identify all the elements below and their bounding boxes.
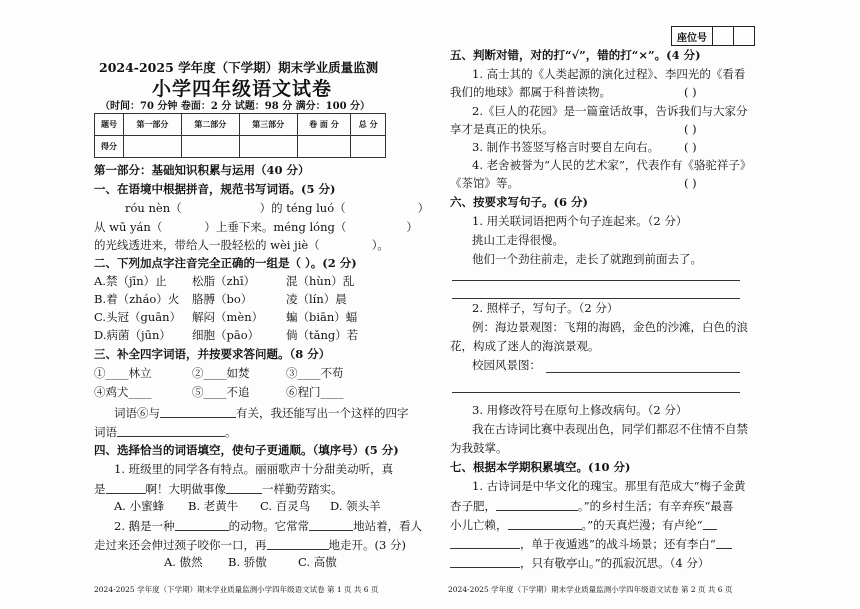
q5-item4-line1: 4. 老舍被誉为“人民的艺术家”，代表作有《骆驼祥子》	[472, 158, 752, 172]
score-header-cell: 第二部分	[181, 114, 239, 136]
q3-text: 。	[225, 425, 237, 439]
part1-title: 第一部分：基础知识积累与运用（40 分）	[94, 163, 310, 177]
q1-pinyin-line2	[94, 222, 418, 234]
q4-text: 的动物。它常常	[228, 519, 310, 533]
q4-text: 啊！大明做事像	[145, 482, 226, 496]
q1-text: 的光线透进来，带给人一股轻松的 wèi jiè（	[94, 238, 320, 252]
q4-options1	[114, 501, 381, 513]
q4-option: C. 百灵鸟	[260, 499, 311, 513]
q1-text: ）	[406, 220, 418, 234]
q6-s1-sentence2: 他们一个劲往前走，走长了就跑到前面去了。	[472, 252, 702, 266]
q2-option[interactable]: C.头冠（guān）	[94, 310, 182, 324]
q5-item1-line1: 1. 高士其的《人类起源的演化过程》、李四光的《看看	[472, 67, 746, 81]
q6-s2-example-line2: 花，构成了迷人的海滨景观。	[450, 339, 600, 353]
q7-line1: 1. 古诗词是中华文化的瑰宝。那里有范成大“梅子金黄	[472, 479, 746, 493]
q4-text: 一样勤劳踏实。	[262, 482, 343, 496]
q5-item4-line2: 《茶馆》等。	[450, 176, 519, 190]
q2-option: 混（hùn）乱	[286, 274, 355, 288]
q2-option-row	[94, 330, 358, 342]
q4-text: 地走开。(3 分)	[328, 538, 406, 552]
q6-title: 六、按要求写句子。(6 分)	[450, 195, 588, 209]
q2-option: 解闷（mèn）	[192, 310, 264, 324]
answer-blank[interactable]	[226, 483, 262, 494]
score-cell[interactable]	[297, 136, 351, 158]
q2-option-row	[94, 294, 347, 306]
q6-s3: 3. 用修改符号在原句上修改病句。（2 分）	[472, 403, 688, 417]
q7-title: 七、根据本学期积累填空。(10 分)	[450, 460, 631, 474]
q1-pinyin-line1	[125, 203, 429, 215]
answer-blank[interactable]	[450, 538, 520, 549]
answer-blank[interactable]	[496, 500, 578, 511]
q3-title: 三、补全四字词语，并按要求答问题。（8 分）	[94, 347, 331, 361]
answer-blank[interactable]	[160, 407, 236, 418]
q2-option: 胳膊（bo）	[192, 292, 253, 306]
answer-blank[interactable]	[106, 483, 146, 494]
q5-answer-paren[interactable]: ( )	[684, 122, 697, 136]
score-header-cell: 总 分	[351, 114, 386, 136]
q4-s1-line2	[94, 483, 343, 496]
q7-text: 小儿亡赖，	[450, 518, 508, 532]
footer-right: 2024-2025 学年度（下学期）期末学业质量监测小学四年级语文试卷 第 2 页 共 6 页	[448, 585, 733, 594]
score-cell[interactable]	[351, 136, 386, 158]
q1-pinyin-line3	[94, 240, 389, 252]
q2-option: 凌（lín）晨	[286, 292, 347, 306]
seat-cell	[734, 27, 754, 45]
q2-option[interactable]: D.病菌（jūn）	[94, 328, 171, 342]
q7-text: 。”的天真烂漫；有卢纶“	[581, 518, 703, 532]
q7-text: 。”的乡村生活；有辛弃疾“最喜	[578, 499, 734, 513]
q2-option: 松脂（zhī）	[192, 274, 256, 288]
q4-text: 走过来还会伸过颈子咬你一口，再	[94, 538, 267, 552]
score-header-cell: 卷 面 分	[297, 114, 351, 136]
answer-line[interactable]	[452, 298, 740, 299]
q3-idiom[interactable]: ④鸡犬____	[94, 385, 152, 399]
footer-left: 2024-2025 学年度（下学期）期末学业质量监测小学四年级语文试卷 第 1 页 共 6 页	[94, 585, 379, 594]
q4-s2-line1	[114, 520, 422, 533]
q6-s2: 2. 照样子，写句子。（2 分）	[472, 301, 619, 315]
answer-blank[interactable]	[309, 520, 353, 531]
q6-s2-prompt: 校园风景图：	[472, 358, 541, 372]
q7-text: 杏子肥，	[450, 499, 496, 513]
score-cell[interactable]	[124, 136, 182, 158]
q2-option[interactable]: A.禁（jīn）止	[94, 274, 167, 288]
score-row-label: 得分	[95, 136, 124, 158]
q1-text: ）的 téng luó（	[259, 201, 346, 215]
q7-line5	[450, 557, 709, 570]
q4-s1-line1: 1. 班级里的同学各有特点。丽丽歌声十分甜美动听，真	[114, 462, 394, 476]
answer-line[interactable]	[546, 372, 740, 373]
q4-option: D. 领头羊	[330, 499, 381, 513]
q6-s3-sentence-line2: 为我鼓掌。	[450, 441, 508, 455]
q3-follow-line	[114, 407, 409, 420]
q4-options2	[164, 557, 337, 569]
exam-title: 小学四年级语文试卷	[152, 78, 333, 100]
score-cell[interactable]	[239, 136, 297, 158]
score-header-cell: 第三部分	[239, 114, 297, 136]
q2-option: 倘（tǎng）若	[286, 328, 359, 342]
q2-option: 细胞（pāo）	[192, 328, 260, 342]
q4-text: 地站着，看人	[353, 519, 423, 533]
q5-answer-paren[interactable]: ( )	[684, 176, 697, 190]
score-table	[94, 113, 386, 158]
q6-s1-sentence1: 挑山工走得很慢。	[472, 233, 564, 247]
score-header-cell: 题号	[95, 114, 124, 136]
answer-line[interactable]	[452, 280, 740, 281]
q2-option[interactable]: B.着（zháo）火	[94, 292, 180, 306]
score-cell[interactable]	[181, 136, 239, 158]
q2-title: 二、下列加点字注音完全正确的一组是（ ）。(2 分)	[94, 256, 357, 270]
q1-text: ）。	[371, 238, 389, 252]
q7-line4	[450, 538, 732, 551]
q3-text: 词语	[94, 425, 117, 439]
q5-answer-paren[interactable]: ( )	[684, 85, 697, 99]
q5-item1-line2: 我们的地球》都属于科普读物。	[450, 85, 611, 99]
q2-option-row	[94, 276, 354, 288]
q3-idiom[interactable]: ⑥程门____	[286, 385, 344, 399]
q4-option: A. 小蜜蜂	[114, 499, 165, 513]
q5-answer-paren[interactable]: ( )	[684, 140, 697, 154]
q3-idiom[interactable]: ②____如焚	[192, 366, 250, 380]
answer-line[interactable]	[452, 392, 740, 393]
q1-text: 从 wū yán（	[94, 220, 163, 234]
exam-info: （时间：70 分钟 卷面：2 分 试题：98 分 满分：100 分）	[100, 101, 371, 112]
q3-row2	[94, 387, 344, 399]
q3-text: 词语⑥与	[114, 406, 160, 420]
q3-idiom[interactable]: ③____不苟	[286, 366, 344, 380]
q5-title: 五、判断对错，对的打“√”，错的打“×”。(4 分)	[450, 48, 701, 62]
q3-idiom[interactable]: ①____林立	[94, 366, 152, 380]
q5-item3: 3. 制作书签竖写格言时要自左向右。	[472, 140, 660, 154]
q4-title: 四、选择恰当的词语填空，使句子更通顺。（填序号）(5 分)	[94, 443, 399, 457]
q3-follow-line2	[94, 426, 237, 439]
q1-text: róu nèn（	[125, 201, 182, 215]
q4-option: B. 老黄牛	[188, 499, 239, 513]
q7-line2	[450, 500, 734, 513]
exam-header-line1: 2024-2025 学年度（下学期）期末学业质量监测	[99, 60, 379, 75]
q5-item2-line2: 享才是真正的快乐。	[450, 122, 554, 136]
q6-s3-sentence-line1: 我在古诗词比赛中表现出色，同学们都忍不住情不自禁	[472, 422, 748, 436]
q4-s2-line2	[94, 539, 406, 552]
answer-blank[interactable]	[508, 519, 582, 530]
seat-number-box	[671, 26, 755, 46]
q3-row1	[94, 368, 344, 380]
q7-text: ，只有敬亭山。”的孤寂沉思。（4 分）	[520, 556, 710, 570]
q4-option: A. 傲然	[164, 555, 203, 569]
q4-option: B. 骄傲	[228, 555, 267, 569]
answer-blank[interactable]	[175, 520, 229, 531]
seat-cell	[713, 27, 734, 45]
q6-s2-example-line1: 例：海边景观图：飞翔的海鸥，金色的沙滩，白色的浪	[472, 320, 748, 334]
q6-s1: 1. 用关联词语把两个句子连起来。（2 分）	[472, 214, 688, 228]
q5-item2-line1: 2.《巨人的花园》是一篇童话故事，告诉我们与大家分	[472, 104, 748, 118]
answer-blank[interactable]	[267, 539, 329, 550]
answer-blank[interactable]	[716, 538, 732, 549]
seat-label: 座位号	[672, 27, 713, 45]
q4-text: 2. 鹅是一种	[114, 519, 175, 533]
q3-idiom[interactable]: ⑤____不追	[192, 385, 250, 399]
score-header-cell: 第一部分	[124, 114, 182, 136]
q1-title: 一、在语境中根据拼音，规范书写词语。(5 分)	[94, 182, 336, 196]
q1-text: ）上垂下来。méng lóng（	[204, 220, 347, 234]
answer-blank[interactable]	[450, 557, 520, 568]
q4-option: C. 高傲	[298, 555, 337, 569]
answer-blank[interactable]	[117, 426, 225, 437]
q3-text: 有关，我还能写出一个这样的四字	[236, 406, 409, 420]
q2-option-row	[94, 312, 357, 324]
q1-text: ）	[417, 201, 430, 215]
q7-text: ，单于夜遁逃”的战斗场景；还有李白“	[520, 537, 716, 551]
q7-line3	[450, 519, 717, 532]
answer-blank[interactable]	[703, 519, 717, 530]
q2-option: 蝙（biān）蝠	[286, 310, 358, 324]
q4-text: 是	[94, 482, 106, 496]
